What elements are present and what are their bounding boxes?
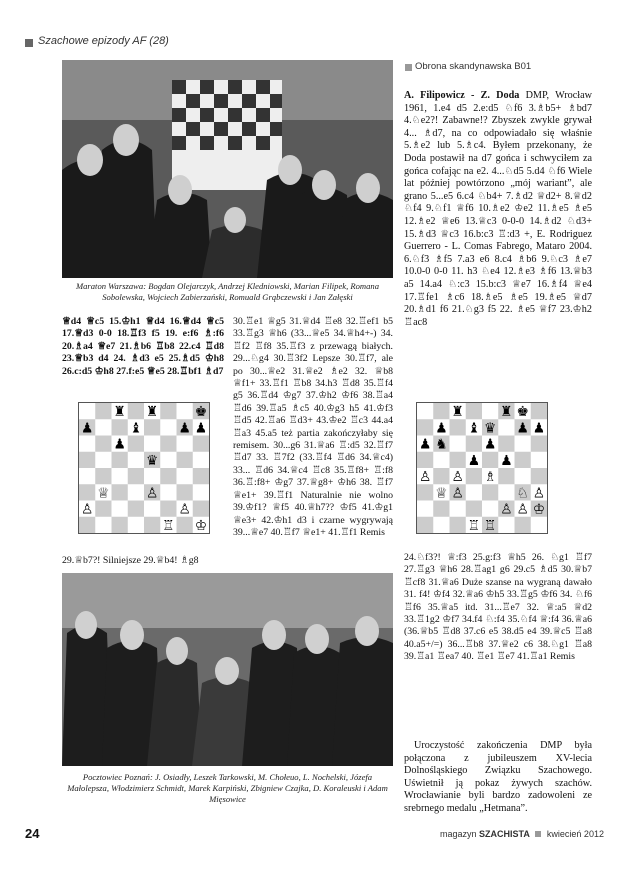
game2-moves-after-board: 24.♘f3?! ♕:f3 25.g:f3 ♕h5 26. ♘g1 ♖f7 27.♖g3 ♕h6 28.♖ag1 g6 29.c5 ♗d5 30.♕b7 ♖cf8 31.♕a6 Duże szanse na wygraną dawało 31. f4! ♔f4 32.♕a6 ♔h5 33.♖g5 ♔f6 34. ♘f6 ♖f6 35.♕a5 itd. 31...♖e7 32. ♕:a5 ♕d2 33.♖1g2 ♔f7 34.f4 ♘:f4 35.♘f4 ♕:f4 36.♕a6 (36.♕b5 ♖d8 37.c6 e5 38.d5 e4 39.♕c5 ♖a8 40.a5+/=) 36...♖b8 37.♕e2 c6 38.♘g1 ♖a8 39.♖a1 ♖ea7 40. ♖e1 ♖e7 41.♖a1 Remis: [404, 552, 592, 663]
svg-text:♜: [451, 404, 463, 420]
photo2-caption: Pocztowiec Poznań: J. Osiadły, Leszek Tarkowski, M. Chołeuo, L. Nochelski, Józefa Małolepsza, Włodzimierz Schmidt, Marek Karpiński, Zbigniew Czajka, D. Koraleuski i Adam Mięsowice: [67, 772, 388, 804]
svg-text:♙: [419, 469, 431, 485]
svg-text:♙: [500, 502, 512, 518]
svg-text:♕: [97, 485, 109, 501]
svg-text:♚: [195, 404, 207, 420]
game2-intro-block: [404, 90, 592, 329]
svg-text:♟: [533, 420, 545, 436]
svg-text:♜: [113, 404, 125, 420]
svg-text:♜: [146, 404, 158, 420]
svg-text:♙: [451, 485, 463, 501]
section-tag: Obrona skandynawska B01: [415, 61, 532, 72]
svg-text:♙: [451, 469, 463, 485]
team-photo-poznan: [62, 573, 393, 766]
team-photo-warszawa-image: [62, 60, 393, 278]
photo1-caption: Maraton Warszawa: Bogdan Olejarczyk, Andrzej Kledniowski, Marian Filipek, Romana Sobolewska, Wojciech Zabierzański, Romuald Grąbczewski i Jan Załęski: [75, 281, 380, 302]
svg-text:♟: [468, 453, 480, 469]
svg-text:♛: [484, 420, 496, 436]
svg-text:♛: [146, 453, 158, 469]
svg-text:♙: [178, 502, 190, 518]
section-marker: [405, 64, 412, 71]
footer-magazine-light: magazyn: [440, 829, 477, 839]
chess-diagram-2: [416, 402, 548, 534]
chess-diagram-1: [78, 402, 210, 534]
game2-intro: DMP, Wrocław 1961, 1.e4 d5 2.e:d5 ♘f6 3.♗b5+ ♗bd7 4.♘e2?! Zabawne!? Zbyszek zwykle grywał 4... ♗d7, na co odpowiadało się właśnie 5.♗e2 lub 5.♗c4. Byłem przekonany, że Doda postawił na d7 gońca i schwyciłem za gońca cofając na e2. 4...♘d5 5.d4 ♘f6 Wiele lat później powtórzono „mój wariant”, ale grano 5...e5 6.c4 ♘b4+ 7.♗d2 ♕d2+ 8.♕d2 ♘f4 9.♘f1 ♕f6 10.♗e2 ♔e2 11.♗e5 ♗e5 12.♗e2 ♕e6 13.♕c3 0-0-0 14.♗d2 ♘d3+ 15.♗d3 ♕c3 16.b:c3 ♖:d3 +, E. Rodriguez Guerrero - L. Comas Fabrego, Mataro 2004. 6.♘f3 ♗f5 7.a3 e6 8.c4 ♗b6 9.♘c3 ♗e7 10.0-0 0-0 11. h3 ♘e4 12.♗e3 ♗f6 13.♕b3 a5 14.a4 ♘:c3 15.b:c3 ♕e7 16.♗f4 ♕e4 17.♖fe1 ♗c6 18.♗e5 ♗e5 19.♗e5 ♕d7 20.♗d1 f6 21.♘g3 f5 22. ♗e5 ♕f7 23.♔h2 ♖ac8: [404, 90, 592, 328]
svg-text:♟: [81, 420, 93, 436]
team-photo-warszawa: [62, 60, 393, 278]
series-title: Szachowe epizody AF (28): [38, 35, 169, 47]
svg-text:♟: [419, 437, 431, 453]
svg-text:♗: [484, 469, 496, 485]
svg-text:♚: [516, 404, 528, 420]
chess-board-2: [417, 403, 547, 533]
svg-text:♔: [195, 518, 207, 533]
svg-text:♟: [516, 420, 528, 436]
svg-text:♙: [516, 502, 528, 518]
svg-text:♙: [146, 485, 158, 501]
svg-text:♜: [500, 404, 512, 420]
footer-magazine: [440, 829, 604, 839]
chess-board-1: [79, 403, 209, 533]
footer-magazine-bold: SZACHISTA: [479, 829, 530, 839]
footer-issue: kwiecień 2012: [546, 829, 604, 839]
svg-text:♟: [500, 453, 512, 469]
svg-text:♟: [484, 437, 496, 453]
svg-text:♖: [484, 518, 496, 533]
svg-text:♙: [81, 502, 93, 518]
svg-text:♟: [178, 420, 190, 436]
page-number: 24: [25, 826, 40, 841]
game1-moves-col-b: 30.♖e1 ♕g5 31.♕d4 ♖e8 32.♖ef1 b5 33.♖g3 ♕h6 (33...♕e5 34.♕h4+-) 34. ♖f2 ♖f8 35.♖f3 z przewagą białych. 29...♘g4 30.♖3f2 Lepsze 30.♖f7, ale po 30...♕e2 31.♕e2 ♗e2 32. ♕b8 ♕f1+ 33.♖f1 ♖b8 34.h3 ♖d8 35.♖f4 g5 36.♖d4 ♔g7 37.♔h2 ♔f6 38.♖a4 ♖d6 39.♖a5 ♗c5 40.♔g3 h5 41.♔f3 ♖d5 42.♖a6 ♖d3+ 43.♔e2 ♖c3 44.a4 ♖a3 45.a5 też partia zakończyłaby się remisem. 30...g6 31.♕a6 ♖:d5 32.♖f7 ♖d7 33. ♖7f2 (33.♖f4 ♖d6 34.♕c4) 33... ♖d6 34.♕c4 ♖c8 35.♖f8+ ♖:f8 36.♖:f8+ ♔g7 37.♕g8+ ♔h6 38. ♖f7 ♕e1+ 39.♖f1 Naturalnie nie wolno 39.♔f1? ♕f5 40.♕h7?? ♔f5 41.♔g1 ♕e3+ 42.♔h1 d3 i czarne wygrywają 39...♕e7 40.♖f7 ♕e1+ 41.♖f1 Remis: [233, 316, 393, 538]
game2-closing: Uroczystość zakończenia DMP była połączona z jubileuszem XV-lecia Dolnośląskiego Związku Szachowego. Uświetnił ją pokaz żywych szachów. Wrocławianie byli bardzo zadowoleni ze srebrnego medalu „Hetmana”.: [404, 740, 592, 814]
svg-text:♕: [435, 485, 447, 501]
svg-text:♖: [468, 518, 480, 533]
svg-text:♟: [195, 420, 207, 436]
header-marker: [25, 39, 33, 47]
team-photo-poznan-image: [62, 573, 393, 766]
svg-text:♝: [130, 420, 142, 436]
game1-moves-col-a: ♕d4 ♕c5 15.♔h1 ♕d4 16.♕d4 ♕c5 17.♕d3 0-0 18.♖f3 f5 19. e:f6 ♗:f6 20.♗a4 ♕e7 21.♗b6 ♖b8 22.c4 ♖d8 23.♕b3 d4 24. ♗d3 e5 25.♗d5 ♔h8 26.c:d5 ♔h8 27.f:e5 ♕e5 28.♖bf1 ♗d7: [62, 316, 224, 377]
svg-text:♔: [533, 502, 545, 518]
svg-text:♟: [435, 420, 447, 436]
svg-text:♘: [516, 485, 528, 501]
svg-text:♝: [468, 420, 480, 436]
svg-text:♞: [435, 437, 447, 453]
game2-heading: A. Filipowicz - Z. Doda: [404, 90, 520, 101]
footer-separator: [535, 831, 541, 837]
svg-text:♖: [162, 518, 174, 533]
svg-text:♟: [113, 437, 125, 453]
game1-after-board: 29.♕b7?! Silniejsze 29.♕b4! ♗g8: [62, 555, 199, 566]
svg-text:♙: [533, 485, 545, 501]
